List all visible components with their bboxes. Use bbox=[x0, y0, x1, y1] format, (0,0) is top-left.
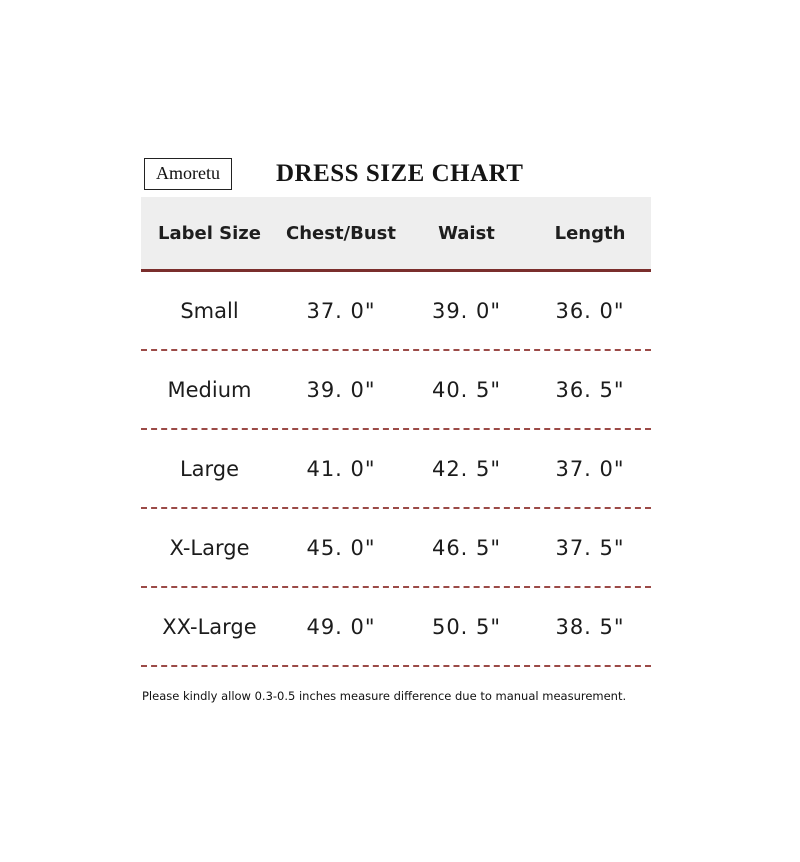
chart-title: DRESS SIZE CHART bbox=[276, 160, 524, 187]
length-value: 36. 0" bbox=[555, 298, 625, 323]
table-row bbox=[141, 272, 651, 351]
table-row bbox=[141, 351, 651, 430]
length-value: 37. 5" bbox=[555, 535, 625, 560]
chest-value: 41. 0" bbox=[306, 456, 376, 481]
waist-value: 40. 5" bbox=[431, 377, 502, 402]
length-value: 36. 5" bbox=[555, 377, 625, 402]
waist-value: 46. 5" bbox=[431, 535, 502, 560]
waist-value: 39. 0" bbox=[431, 298, 502, 323]
size-chart bbox=[141, 155, 651, 667]
length-value: 37. 0" bbox=[555, 456, 625, 481]
column-header-chest-bust: Chest/Bust bbox=[286, 222, 396, 244]
size-label: Large bbox=[179, 456, 240, 481]
chest-value: 39. 0" bbox=[306, 377, 376, 402]
column-header-label-size: Label Size bbox=[158, 222, 261, 244]
table-row bbox=[141, 509, 651, 588]
column-header-waist: Waist bbox=[438, 222, 495, 244]
chest-value: 37. 0" bbox=[306, 298, 376, 323]
size-label: XX-Large bbox=[162, 614, 257, 639]
chest-value: 49. 0" bbox=[306, 614, 376, 639]
size-label: X-Large bbox=[169, 535, 250, 560]
brand-logo: Amoretu bbox=[144, 158, 232, 190]
waist-value: 50. 5" bbox=[431, 614, 502, 639]
table-header bbox=[141, 197, 651, 272]
column-header-length: Length bbox=[554, 222, 626, 244]
title-row bbox=[141, 155, 651, 197]
table-row bbox=[141, 588, 651, 667]
measurement-note: Please kindly allow 0.3-0.5 inches measure difference due to manual measurement. bbox=[142, 689, 627, 703]
waist-value: 42. 5" bbox=[431, 456, 502, 481]
size-label: Small bbox=[180, 298, 239, 323]
size-label: Medium bbox=[167, 377, 252, 402]
chest-value: 45. 0" bbox=[306, 535, 376, 560]
length-value: 38. 5" bbox=[555, 614, 625, 639]
table-row bbox=[141, 430, 651, 509]
